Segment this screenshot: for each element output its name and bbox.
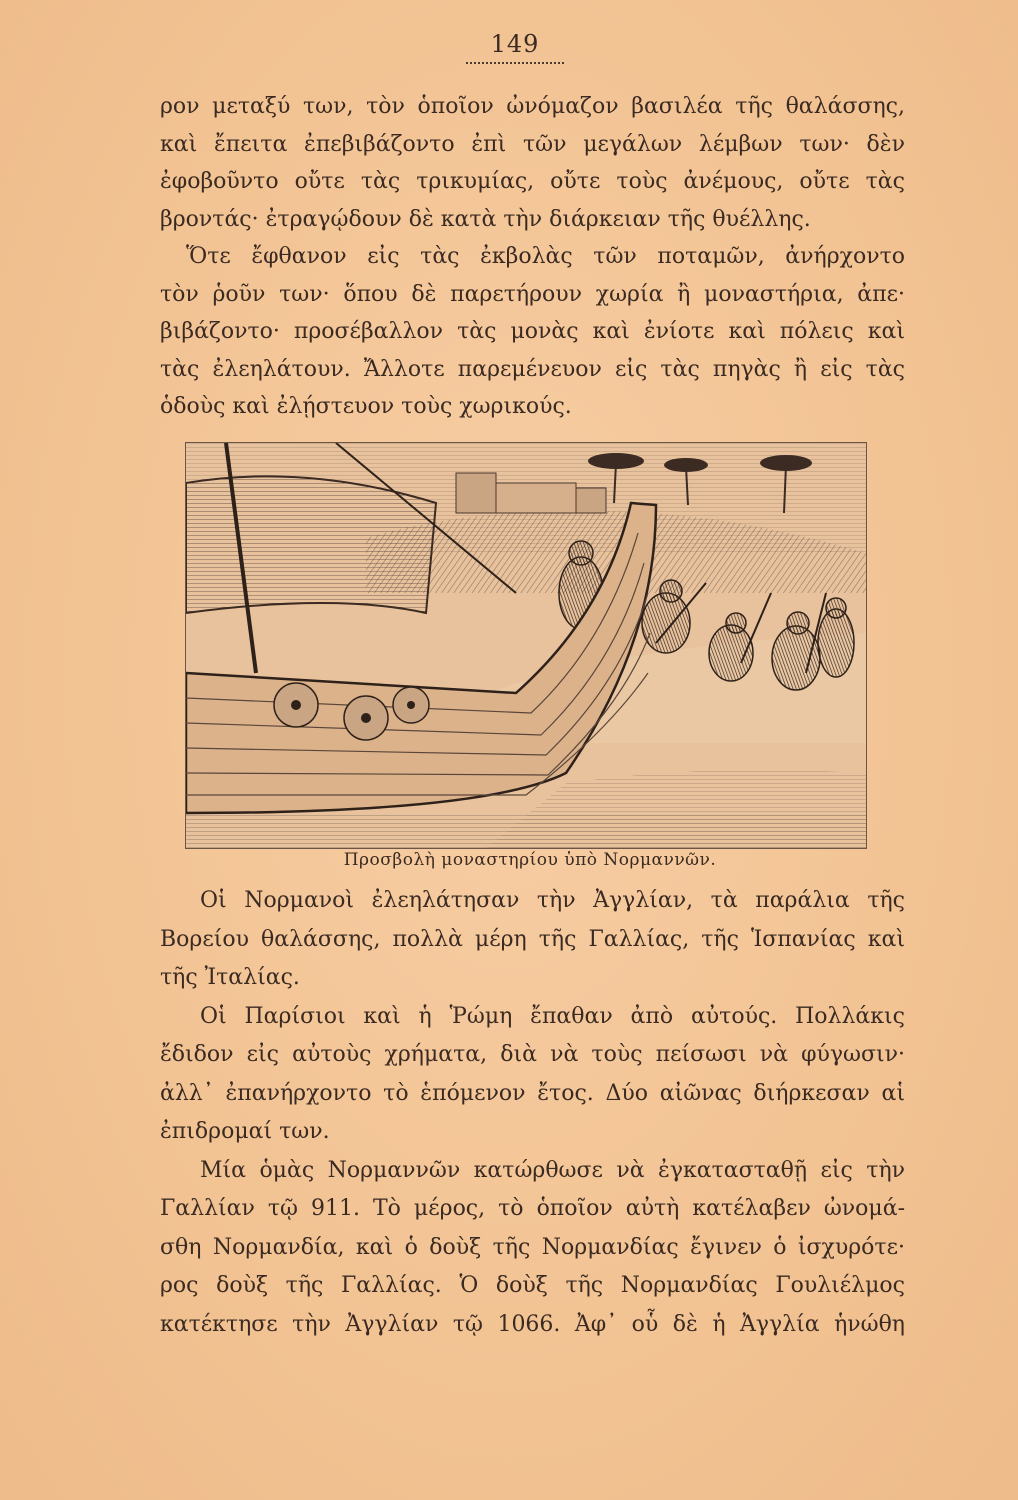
text-line: ἐφοβοῦντο οὔτε τὰς τρικυμίας, οὔτε τοὺς ἀνέμους, οὔτε τὰς bbox=[160, 169, 905, 194]
text-line: καὶ ἔπειτα ἐπεβιβάζοντο ἐπὶ τῶν μεγάλων λέμβων των· δὲν bbox=[160, 131, 905, 157]
text-line: σθη Νορμανδία, καὶ ὁ δοὺξ τῆς Νορμανδίας ἔγινεν ὁ ἰσχυρότε· bbox=[160, 1234, 905, 1260]
text-line: τὰς ἐλεηλάτουν. Ἄλλοτε παρεμένευον εἰς τὰς πηγὰς ἢ εἰς τὰς bbox=[160, 356, 905, 382]
text-line: Γαλλίαν τῷ 911. Τὸ μέρος, τὸ ὁποῖον αὐτὴ κατέλαβεν ὠνομά- bbox=[160, 1196, 905, 1221]
page-number: 149 bbox=[490, 30, 540, 58]
norman-raid-engraving bbox=[186, 443, 866, 848]
engraving-illustration bbox=[185, 442, 867, 849]
text-line: ἀλλ᾿ ἐπανήρχοντο τὸ ἑπόμενον ἔτος. Δύο αἰῶνας διήρκεσαν αἱ bbox=[160, 1080, 905, 1106]
text-line: τῆς Ἰταλίας. bbox=[160, 965, 300, 990]
figure-caption: Προσβολὴ μοναστηρίου ὑπὸ Νορμαννῶν. bbox=[343, 850, 717, 870]
text-line: κατέκτησε τὴν Ἀγγλίαν τῷ 1066. Ἀφ᾿ οὗ δὲ ἡ Ἀγγλία ἡνώθη bbox=[160, 1311, 905, 1337]
text-line: Οἱ Παρίσιοι καὶ ἡ Ῥώμη ἔπαθαν ἀπὸ αὐτούς. Πολλάκις bbox=[200, 1003, 905, 1029]
text-block-top bbox=[160, 88, 905, 426]
text-line: Ὅτε ἔφθανον εἰς τὰς ἐκβολὰς τῶν ποταμῶν, ἀνήρχοντο bbox=[186, 244, 905, 269]
text-line: ρος δοὺξ τῆς Γαλλίας. Ὁ δοὺξ τῆς Νορμανδίας Γουλιέλμος bbox=[160, 1273, 905, 1298]
text-line: ὁδοὺς καὶ ἐλῄστευον τοὺς χωρικούς. bbox=[160, 394, 572, 419]
text-line: Βορείου θαλάσσης, πολλὰ μέρη τῆς Γαλλίας, τῆς Ἱσπανίας καὶ bbox=[160, 926, 905, 952]
text-line: Οἱ Νορμανοὶ ἐλεηλάτησαν τὴν Ἀγγλίαν, τὰ παράλια τῆς bbox=[200, 888, 905, 913]
text-line: βιβάζοντο· προσέβαλλον τὰς μονὰς καὶ ἐνίοτε καὶ πόλεις καὶ bbox=[160, 319, 905, 344]
text-line: ρον μεταξύ των, τὸν ὁποῖον ὠνόμαζον βασιλέα τῆς θαλάσσης, bbox=[160, 94, 905, 119]
page-number-rule bbox=[466, 62, 564, 64]
text-block-bottom bbox=[160, 882, 905, 1344]
text-line: ἔδιδον εἰς αὐτοὺς χρήματα, διὰ νὰ τοὺς πείσωσι νὰ φύγωσιν· bbox=[160, 1042, 905, 1067]
text-line: τὸν ῥοῦν των· ὅπου δὲ παρετήρουν χωρία ἢ μοναστήρια, ἀπε· bbox=[160, 281, 905, 307]
text-line: Μία ὁμὰς Νορμαννῶν κατώρθωσε νὰ ἐγκατασταθῇ εἰς τὴν bbox=[200, 1157, 905, 1183]
text-line: ἐπιδρομαί των. bbox=[160, 1119, 330, 1144]
text-line: βροντάς· ἐτραγῴδουν δὲ κατὰ τὴν διάρκειαν τῆς θυέλλης. bbox=[160, 206, 811, 232]
